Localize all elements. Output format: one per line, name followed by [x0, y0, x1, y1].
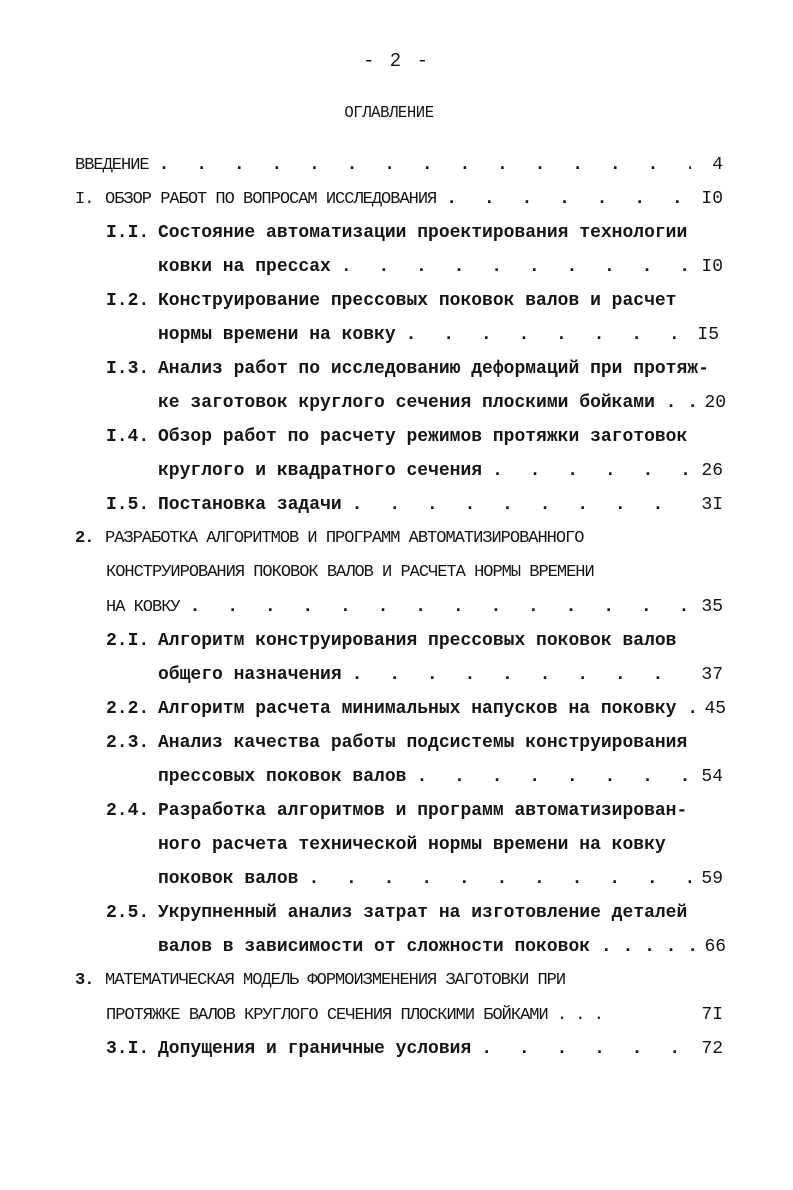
toc-entry-1-2 [106, 287, 676, 315]
toc-entry-chapter-2-cont [106, 559, 594, 587]
leader-dots [159, 151, 691, 179]
leader-dots [416, 763, 691, 791]
toc-entry-number: 2.5. [106, 903, 150, 923]
toc-entry-number: 3.I. [106, 1039, 150, 1059]
toc-entry-text: МАТЕМАТИЧЕСКАЯ МОДЕЛЬ ФОРМОИЗМЕНЕНИЯ ЗАГОТОВКИ ПРИ [105, 971, 566, 990]
toc-entry-2-5 [106, 899, 687, 927]
toc-entry-text: ке заготовок круглого сечения плоскими бойками . . [158, 393, 699, 413]
toc-entry-2-1 [106, 627, 676, 655]
toc-entry-text: прессовых поковок валов [158, 767, 407, 787]
toc-entry-text: НА КОВКУ [106, 598, 180, 617]
toc-page-ref: 35 [701, 597, 723, 617]
toc-entry-chapter-1 [75, 185, 723, 213]
toc-entry-number: I.2. [106, 291, 150, 311]
toc-entry-text: Обзор работ по расчету режимов протяжки заготовок [158, 427, 688, 447]
leader-dots [352, 491, 691, 519]
toc-entry-text: Алгоритм расчета минимальных напусков на поковку . [158, 699, 699, 719]
toc-entry-text: Анализ работ по исследованию деформаций при протяж- [158, 359, 709, 379]
toc-entry-2-3-cont [158, 763, 723, 791]
toc-entry-number: 3. [75, 971, 94, 990]
toc-entry-1-3-cont [158, 389, 727, 417]
toc-entry-3-1 [106, 1035, 723, 1063]
toc-entry-2-2 [106, 695, 727, 723]
toc-entry-text: валов в зависимости от сложности поковок . . . . . [158, 937, 699, 957]
toc-entry-text: Укрупненный анализ затрат на изготовление деталей [158, 903, 688, 923]
toc-entry-chapter-3-cont [106, 1001, 723, 1029]
toc-page-ref: 59 [701, 869, 723, 889]
toc-entry-chapter-3 [75, 967, 565, 995]
toc-entry-text: ковки на прессах [158, 257, 331, 277]
toc-entry-1-1-cont [158, 253, 723, 281]
toc-entry-chapter-2-cont2 [106, 593, 723, 621]
toc-entry-number: 2.4. [106, 801, 150, 821]
toc-entry-text: круглого и квадратного сечения [158, 461, 483, 481]
toc-entry-1-1 [106, 219, 687, 247]
leader-dots [481, 1035, 691, 1063]
toc-entry-number: 2.I. [106, 631, 150, 651]
toc-entry-1-5 [106, 491, 723, 519]
toc-entry-2-4-cont [158, 831, 666, 859]
leader-dots [308, 865, 691, 893]
toc-entry-text: общего назначения [158, 665, 342, 685]
toc-entry-text: Алгоритм конструирования прессовых поковок валов [158, 631, 677, 651]
toc-entry-1-4 [106, 423, 687, 451]
toc-entry-text: ПРОТЯЖКЕ ВАЛОВ КРУГЛОГО СЕЧЕНИЯ ПЛОСКИМИ БОЙКАМИ . . . [106, 1006, 603, 1025]
page-number: - 2 - [362, 50, 430, 72]
toc-entry-2-5-cont [158, 933, 727, 961]
toc-page-ref: 4 [712, 155, 723, 175]
toc-page-ref: 45 [704, 699, 727, 719]
toc-page-ref: 7I [701, 1005, 723, 1025]
leader-dots [352, 661, 691, 689]
toc-page-ref: 3I [701, 495, 723, 515]
toc-page-ref: 66 [704, 937, 727, 957]
toc-page-ref: I5 [697, 325, 719, 345]
toc-entry-text: нормы времени на ковку [158, 325, 396, 345]
toc-entry-text: поковок валов [158, 869, 299, 889]
toc-page-ref: 20 [704, 393, 727, 413]
toc-entry-1-2-cont [158, 321, 719, 349]
toc-entry-1-4-cont [158, 457, 723, 485]
toc-entry-number: I.I. [106, 223, 150, 243]
toc-page-ref: 26 [701, 461, 723, 481]
toc-entry-text: ОБЗОР РАБОТ ПО ВОПРОСАМ ИССЛЕДОВАНИЯ [105, 190, 437, 209]
toc-entry-number: I. [75, 190, 94, 209]
leader-dots [190, 593, 691, 621]
toc-title: ОГЛАВЛЕНИЕ [344, 104, 434, 123]
toc-entry-2-4 [106, 797, 687, 825]
toc-entry-text: ного расчета технической нормы времени на ковку [158, 835, 666, 855]
toc-entry-number: 2.3. [106, 733, 150, 753]
toc-entry-text: Состояние автоматизации проектирования технологии [158, 223, 688, 243]
toc-entry-text: ВВЕДЕНИЕ [75, 156, 149, 175]
toc-page-ref: 54 [701, 767, 723, 787]
toc-entry-text: Разработка алгоритмов и программ автоматизирован- [158, 801, 688, 821]
toc-entry-intro [75, 151, 723, 179]
leader-dots [446, 185, 691, 213]
toc-page-ref: I0 [701, 257, 723, 277]
toc-entry-text: Конструирование прессовых поковок валов и расчет [158, 291, 677, 311]
toc-entry-text: РАЗРАБОТКА АЛГОРИТМОВ И ПРОГРАММ АВТОМАТИЗИРОВАННОГО [105, 529, 584, 548]
toc-entry-text: Анализ качества работы подсистемы конструирования [158, 733, 688, 753]
leader-dots [492, 457, 691, 485]
toc-page-ref: 37 [701, 665, 723, 685]
toc-entry-text: Допущения и граничные условия [158, 1039, 472, 1059]
toc-entry-number: 2.2. [106, 699, 150, 719]
toc-entry-number: 2. [75, 529, 94, 548]
toc-entry-text: Постановка задачи [158, 495, 342, 515]
leader-dots [406, 321, 687, 349]
toc-entry-number: I.3. [106, 359, 150, 379]
toc-entry-2-4-cont2 [158, 865, 723, 893]
toc-entry-number: I.5. [106, 495, 150, 515]
toc-entry-chapter-2 [75, 525, 584, 553]
leader-dots [341, 253, 691, 281]
toc-page-ref: 72 [701, 1039, 723, 1059]
toc-entry-2-1-cont [158, 661, 723, 689]
toc-entry-2-3 [106, 729, 687, 757]
toc-entry-number: I.4. [106, 427, 150, 447]
toc-entry-1-3 [106, 355, 709, 383]
toc-page-ref: I0 [701, 189, 723, 209]
toc-entry-text: КОНСТРУИРОВАНИЯ ПОКОВОК ВАЛОВ И РАСЧЕТА НОРМЫ ВРЕМЕНИ [106, 563, 594, 582]
